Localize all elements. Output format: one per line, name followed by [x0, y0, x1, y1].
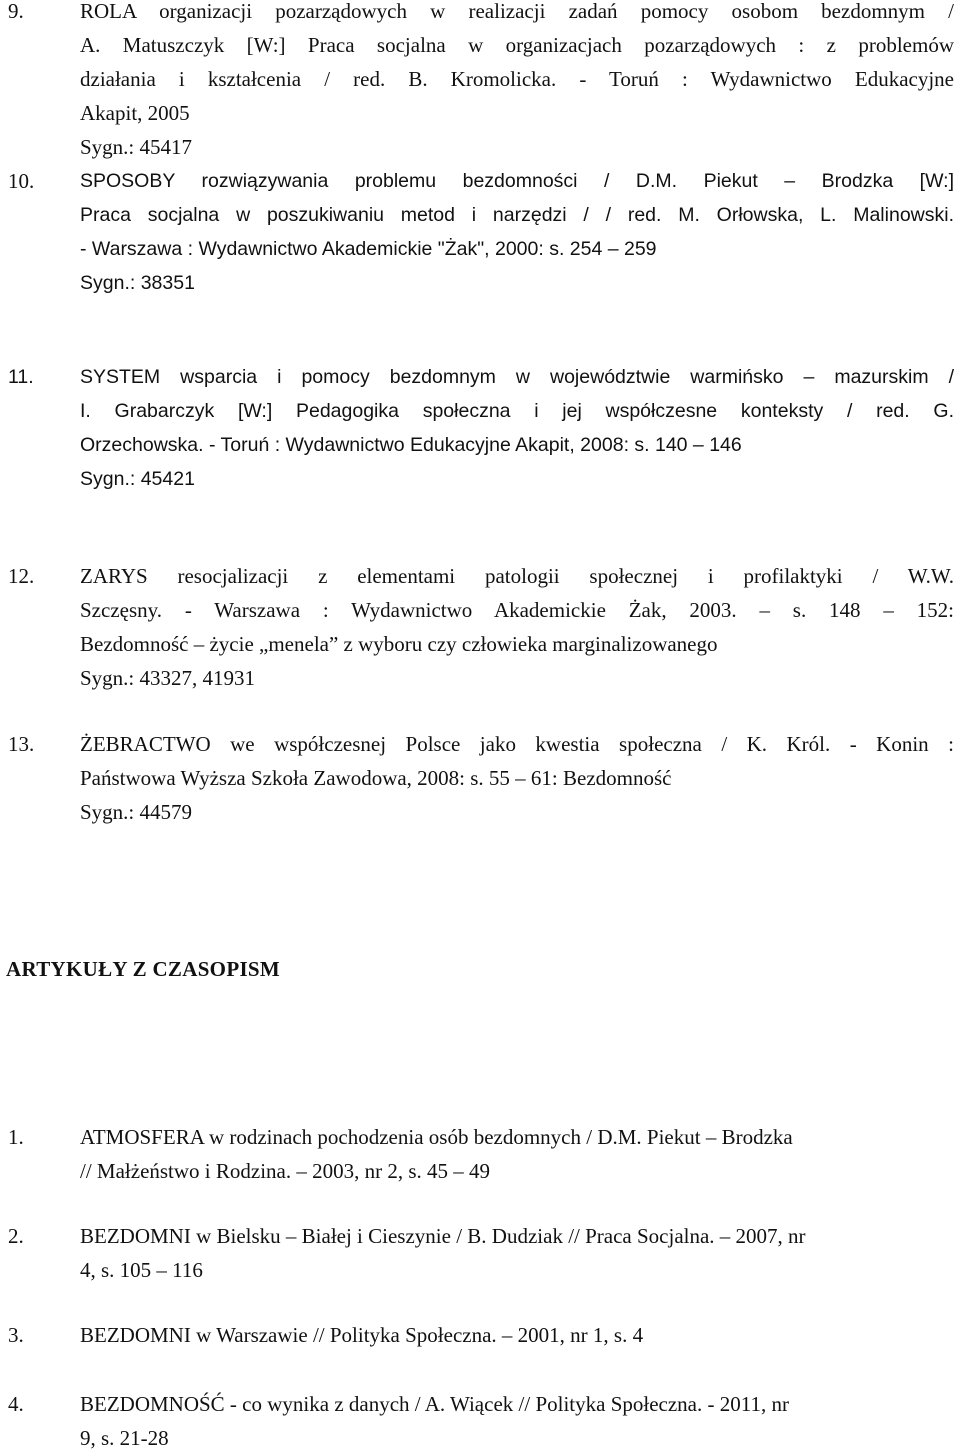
entry-line: SPOSOBY rozwiązywania problemu bezdomności / D.M. Piekut – Brodzka [W:]: [80, 170, 954, 192]
entry-body: [80, 0, 954, 164]
entry-line: ŻEBRACTWO we współczesnej Polsce jako kwestia społeczna / K. Król. - Konin :: [80, 732, 954, 756]
entry-number: 10.: [8, 169, 35, 193]
entry-body: [80, 1387, 954, 1455]
call-number: Sygn.: 44579: [80, 800, 193, 824]
entry-number: 1.: [8, 1125, 24, 1149]
call-number: Sygn.: 45417: [80, 135, 193, 159]
entry-number: 12.: [8, 564, 35, 588]
entry-line: SYSTEM wsparcia i pomocy bezdomnym w województwie warmińsko – mazurskim /: [80, 366, 954, 388]
entry-body: [80, 1318, 954, 1352]
entry-line: - Warszawa : Wydawnictwo Akademickie "Żak", 2000: s. 254 – 259: [80, 238, 657, 260]
entry-body: [80, 164, 954, 300]
entry-line: Bezdomność – życie „menela” z wyboru czy człowieka marginalizowanego: [80, 632, 718, 656]
entry-line: 4, s. 105 – 116: [80, 1258, 203, 1282]
entry-number: 9.: [8, 0, 24, 23]
entry-number: 3.: [8, 1323, 24, 1347]
entry-number: 2.: [8, 1224, 24, 1248]
call-number: Sygn.: 38351: [80, 272, 195, 294]
entry-number: 4.: [8, 1392, 24, 1416]
entry-line: ATMOSFERA w rodzinach pochodzenia osób bezdomnych / D.M. Piekut – Brodzka: [80, 1125, 793, 1149]
entry-line: BEZDOMNOŚĆ - co wynika z danych / A. Wiącek // Polityka Społeczna. - 2011, nr: [80, 1392, 789, 1416]
entry-body: [80, 727, 954, 829]
entry-line: działania i kształcenia / red. B. Kromolicka. - Toruń : Wydawnictwo Edukacyjne: [80, 67, 954, 91]
entry-line: 9, s. 21-28: [80, 1426, 169, 1450]
entry-line: Akapit, 2005: [80, 101, 190, 125]
entry-body: [80, 559, 954, 695]
entry-line: // Małżeństwo i Rodzina. – 2003, nr 2, s. 45 – 49: [80, 1159, 491, 1183]
entry-number: 13.: [8, 732, 35, 756]
entry-line: Praca socjalna w poszukiwaniu metod i narzędzi / / red. M. Orłowska, L. Malinowski.: [80, 204, 954, 226]
entry-line: ROLA organizacji pozarządowych w realizacji zadań pomocy osobom bezdomnym /: [80, 0, 954, 23]
entry-line: I. Grabarczyk [W:] Pedagogika społeczna i jej współczesne konteksty / red. G.: [80, 400, 954, 422]
entry-line: ZARYS resocjalizacji z elementami patologii społecznej i profilaktyki / W.W.: [80, 564, 954, 588]
entry-body: [80, 1120, 940, 1188]
call-number: Sygn.: 45421: [80, 468, 195, 490]
entry-line: A. Matuszczyk [W:] Praca socjalna w organizacjach pozarządowych : z problemów: [80, 33, 954, 57]
entry-body: [80, 1219, 954, 1287]
entry-number: 11.: [8, 366, 34, 388]
section-title: ARTYKUŁY Z CZASOPISM: [6, 957, 281, 981]
entry-line: BEZDOMNI w Bielsku – Białej i Cieszynie / B. Dudziak // Praca Socjalna. – 2007, nr: [80, 1224, 806, 1248]
entry-line: BEZDOMNI w Warszawie // Polityka Społeczna. – 2001, nr 1, s. 4: [80, 1323, 644, 1347]
entry-line: Szczęsny. - Warszawa : Wydawnictwo Akademickie Żak, 2003. – s. 148 – 152:: [80, 598, 954, 622]
call-number: Sygn.: 43327, 41931: [80, 666, 256, 690]
entry-line: Orzechowska. - Toruń : Wydawnictwo Edukacyjne Akapit, 2008: s. 140 – 146: [80, 434, 742, 456]
entry-body: [80, 360, 954, 496]
entry-line: Państwowa Wyższa Szkoła Zawodowa, 2008: s. 55 – 61: Bezdomność: [80, 766, 672, 790]
